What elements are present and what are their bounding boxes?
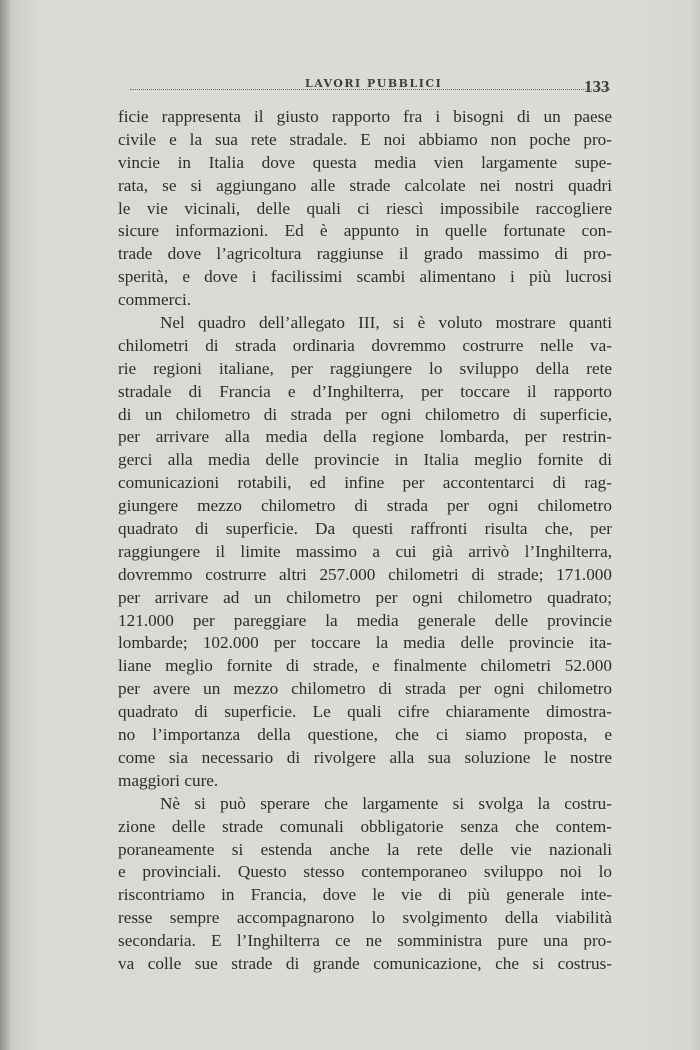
text-line: 121.000 per pareggiare la media generale delle provincie (118, 610, 612, 630)
page-number: 133 (584, 77, 610, 96)
text-line: rata, se si aggiungano alle strade calcolate nei nostri quadri (118, 175, 612, 195)
text-line: quadrato di superficie. Le quali cifre chiaramente dimostra- (118, 702, 612, 722)
text-line: riscontriamo in Francia, dove le vie di più generale inte- (118, 885, 612, 905)
text-line: liane meglio fornite di strade, e finalmente chilometri 52.000 (118, 656, 612, 676)
running-title: LAVORI PUBBLICI (305, 77, 443, 90)
text-line: raggiungere il limite massimo a cui già arrivò l’Inghilterra, (118, 541, 612, 561)
text-line: va colle sue strade di grande comunicazione, che si costrus- (118, 953, 612, 973)
text-line: gerci alla media delle provincie in Italia meglio fornite di (118, 450, 612, 470)
text-line: ficie rappresenta il giusto rapporto fra i bisogni di un paese (118, 107, 612, 126)
text-line: Nel quadro dell’allegato III, si è voluto mostrare quanti (160, 313, 612, 333)
text-line: stradale di Francia e d’Inghilterra, per toccare il rapporto (118, 381, 612, 401)
text-line: e provinciali. Questo stesso contemporaneo sviluppo noi lo (118, 862, 612, 882)
text-line: le vie vicinali, delle quali ci riescì impossibile raccogliere (118, 198, 612, 218)
text-line: giungere mezzo chilometro di strada per ogni chilometro (118, 496, 612, 516)
text-line: chilometri di strada ordinaria dovremmo costrurre nelle va- (118, 335, 612, 355)
text-line: sperità, e dove i facilissimi scambi alimentano i più lucrosi (118, 267, 612, 287)
text-line: dovremmo costrurre altri 257.000 chilometri di strade; 171.000 (118, 564, 612, 584)
text-line: poraneamente si estenda anche la rete delle vie nazionali (118, 839, 612, 859)
text-line: no l’importanza della questione, che ci siamo proposta, e (118, 725, 612, 745)
binding-gutter-shadow (0, 0, 10, 1050)
text-line: trade dove l’agricoltura raggiunse il grado massimo di pro- (118, 244, 612, 264)
text-line: commerci. (118, 290, 192, 310)
text-line: comunicazioni rotabili, ed infine per accontentarci di rag- (118, 473, 612, 493)
text-line: zione delle strade comunali obbligatorie senza che contem- (118, 816, 612, 836)
text-line: Nè si può sperare che largamente si svolga la costru- (160, 793, 612, 813)
text-line: civile e la sua rete stradale. E noi abbiamo non poche pro- (118, 129, 612, 149)
text-line: secondaria. E l’Inghilterra ce ne somministra pure una pro- (118, 931, 612, 951)
text-line: per avere un mezzo chilometro di strada per ogni chilometro (118, 679, 612, 699)
text-line: maggiori cure. (118, 770, 219, 790)
text-line: resse sempre accompagnarono lo svolgimento della viabilità (118, 908, 612, 928)
text-line: rie regioni italiane, per raggiungere lo sviluppo della rete (118, 358, 612, 378)
text-line: vincie in Italia dove questa media vien largamente supe- (118, 152, 612, 172)
text-line: lombarde; 102.000 per toccare la media delle provincie ita- (118, 633, 612, 653)
text-line: per arrivare ad un chilometro per ogni chilometro quadrato; (118, 587, 612, 607)
text-line: quadrato di superficie. Da questi raffronti risulta che, per (118, 519, 612, 539)
text-line: di un chilometro di strada per ogni chilometro di superficie, (118, 404, 612, 424)
text-line: come sia necessario di rivolgere alla sua soluzione le nostre (118, 747, 612, 767)
body-text (118, 106, 612, 976)
text-line: sicure informazioni. Ed è appunto in quelle fortunate con- (118, 221, 612, 241)
header-dotted-rule (130, 89, 610, 90)
text-line: per arrivare alla media della regione lombarda, per restrin- (118, 427, 612, 447)
